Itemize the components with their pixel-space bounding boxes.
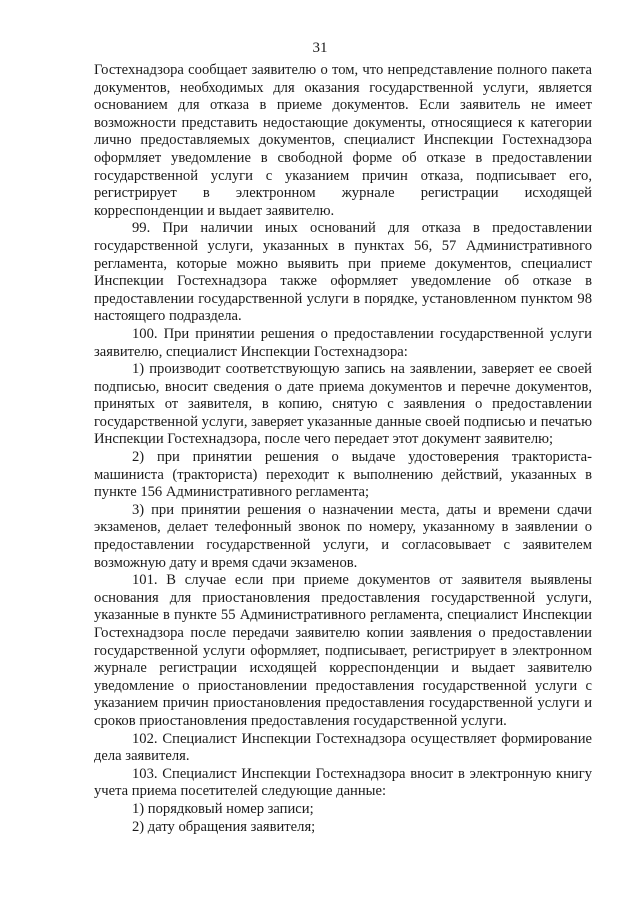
paragraph-100-item-1: 1) производит соответствующую запись на заявлении, заверяет ее своей подписью, вносит сведения о дате приема документов и перечне документов, принятых от заявителя, в копию, снятую с заявления о предоставлении государственной услуги, заверяет указанные данные своей подписью и печатью Инспекции Гостехнадзора, после чего передает этот документ заявителю;	[94, 361, 592, 448]
paragraph-99: 99. При наличии иных оснований для отказа в предоставлении государственной услуги, указанных в пунктах 56, 57 Административного регламента, которые можно выявить при приеме документов, специалист Инспекции Гостехнадзора также оформляет уведомление об отказе в предоставлении государственной услуги в порядке, установленном пунктом 98 настоящего подраздела.	[94, 220, 592, 325]
page-number: 31	[312, 40, 328, 56]
paragraph-100-item-3: 3) при принятии решения о назначении места, даты и времени сдачи экзаменов, делает телефонный звонок по номеру, указанному в заявлении о предоставлении государственной услуги, и согласовывает с заявителем возможную дату и время сдачи экзаменов.	[94, 501, 592, 571]
paragraph-103-item-2: 2) дату обращения заявителя;	[132, 818, 316, 835]
paragraph-103: 103. Специалист Инспекции Гостехнадзора вносит в электронную книгу учета приема посетителей следующие данные:	[94, 765, 592, 800]
document-body	[94, 62, 592, 836]
paragraph-100-item-2: 2) при принятии решения о выдаче удостоверения тракториста-машиниста (тракториста) переходит к выполнению действий, указанных в пункте 156 Административного регламента;	[94, 449, 592, 501]
paragraph-continuation: Гостехнадзора сообщает заявителю о том, что непредставление полного пакета документов, необходимых для оказания государственной услуги, является основанием для отказа в приеме документов. Если заявитель не имеет возможности представить недостающие документы, относящиеся к категории лично предоставляемых документов, специалист Инспекции Гостехнадзора оформляет уведомление в свободной форме об отказе в предоставлении государственной услуги с указанием причин отказа, подписывает его, регистрирует в электронном журнале регистрации исходящей корреспонденции и выдает заявителю.	[94, 62, 592, 219]
paragraph-101: 101. В случае если при приеме документов от заявителя выявлены основания для приостановления предоставления государственной услуги, указанные в пункте 55 Административного регламента, специалист Инспекции Гостехнадзора после передачи заявителю копии заявления о предоставлении государственной услуги оформляет, подписывает, регистрирует в электронном журнале регистрации исходящей корреспонденции и выдает заявителю уведомление о приостановлении предоставления государственной услуги с указанием причин приостановления предоставления государственной услуги и сроков приостановления предоставления государственной услуги.	[94, 572, 592, 729]
paragraph-102: 102. Специалист Инспекции Гостехнадзора осуществляет формирование дела заявителя.	[94, 730, 592, 765]
paragraph-100: 100. При принятии решения о предоставлении государственной услуги заявителю, специалист Инспекции Гостехнадзора:	[94, 325, 592, 360]
paragraph-103-item-1: 1) порядковый номер записи;	[132, 800, 314, 817]
